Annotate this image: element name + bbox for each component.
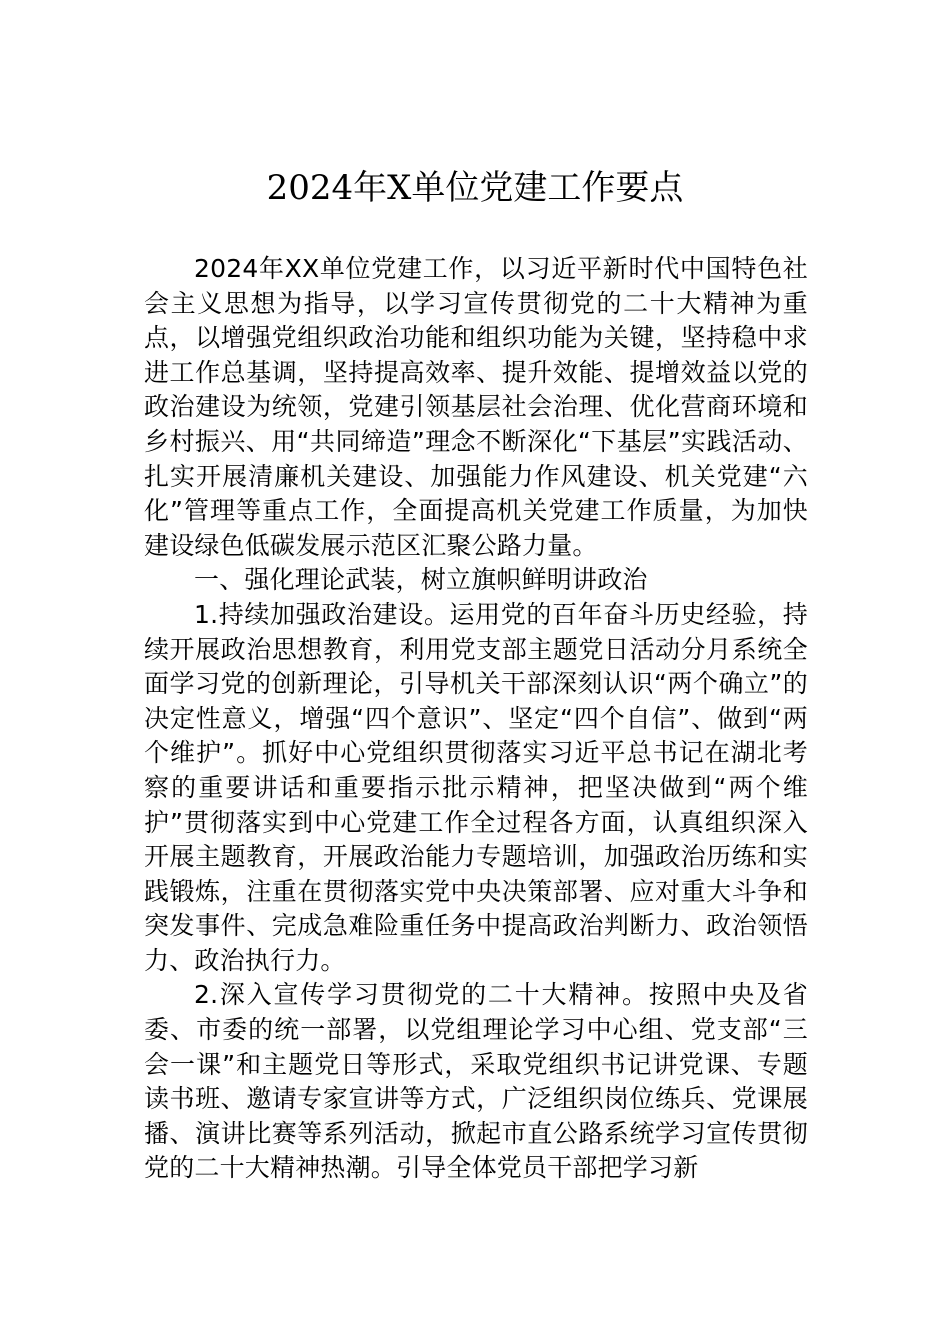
section-heading-1: 一、强化理论武装，树立旗帜鲜明讲政治 <box>194 565 648 595</box>
item-paragraph-1: 1.持续加强政治建设。运用党的百年奋斗历史经验，持续开展政治思想教育，利用党支部主题党日活动分月系统全面学习党的创新理论，引导机关干部深刻认识“两个确立”的决定性意义，增强“四个意识”、坚定“四个自信”、做到“两个维护”。抓好中心党组织贯彻落实习近平总书记在湖北考察的重要讲话和重要指示批示精神，把坚决做到“两个维护”贯彻落实到中心党建工作全过程各方面，认真组织深入开展主题教育，开展政治能力专题培训，加强政治历练和实践锻炼，注重在贯彻落实党中央决策部署、应对重大斗争和突发事件、完成急难险重任务中提高政治判断力、政治领悟力、政治执行力。 <box>144 599 808 975</box>
intro-paragraph: 2024年XX单位党建工作，以习近平新时代中国特色社会主义思想为指导，以学习宣传贯彻党的二十大精神为重点，以增强党组织政治功能和组织功能为关键，坚持稳中求进工作总基调，坚持提高效率、提升效能、提增效益以党的政治建设为统领，党建引领基层社会治理、优化营商环境和乡村振兴、用“共同缔造”理念不断深化“下基层”实践活动、扎实开展清廉机关建设、加强能力作风建设、机关党建“六化”管理等重点工作，全面提高机关党建工作质量，为加快建设绿色低碳发展示范区汇聚公路力量。 <box>144 254 808 560</box>
document-body <box>144 252 808 1186</box>
item-paragraph-2: 2.深入宣传学习贯彻党的二十大精神。按照中央及省委、市委的统一部署，以党组理论学习中心组、党支部“三会一课”和主题党日等形式，采取党组织书记讲党课、专题读书班、邀请专家宣讲等方式，广泛组织岗位练兵、党课展播、演讲比赛等系列活动，掀起市直公路系统学习宣传贯彻党的二十大精神热潮。引导全体党员干部把学习新 <box>144 980 808 1183</box>
document-title: 2024年X单位党建工作要点 <box>266 168 684 208</box>
